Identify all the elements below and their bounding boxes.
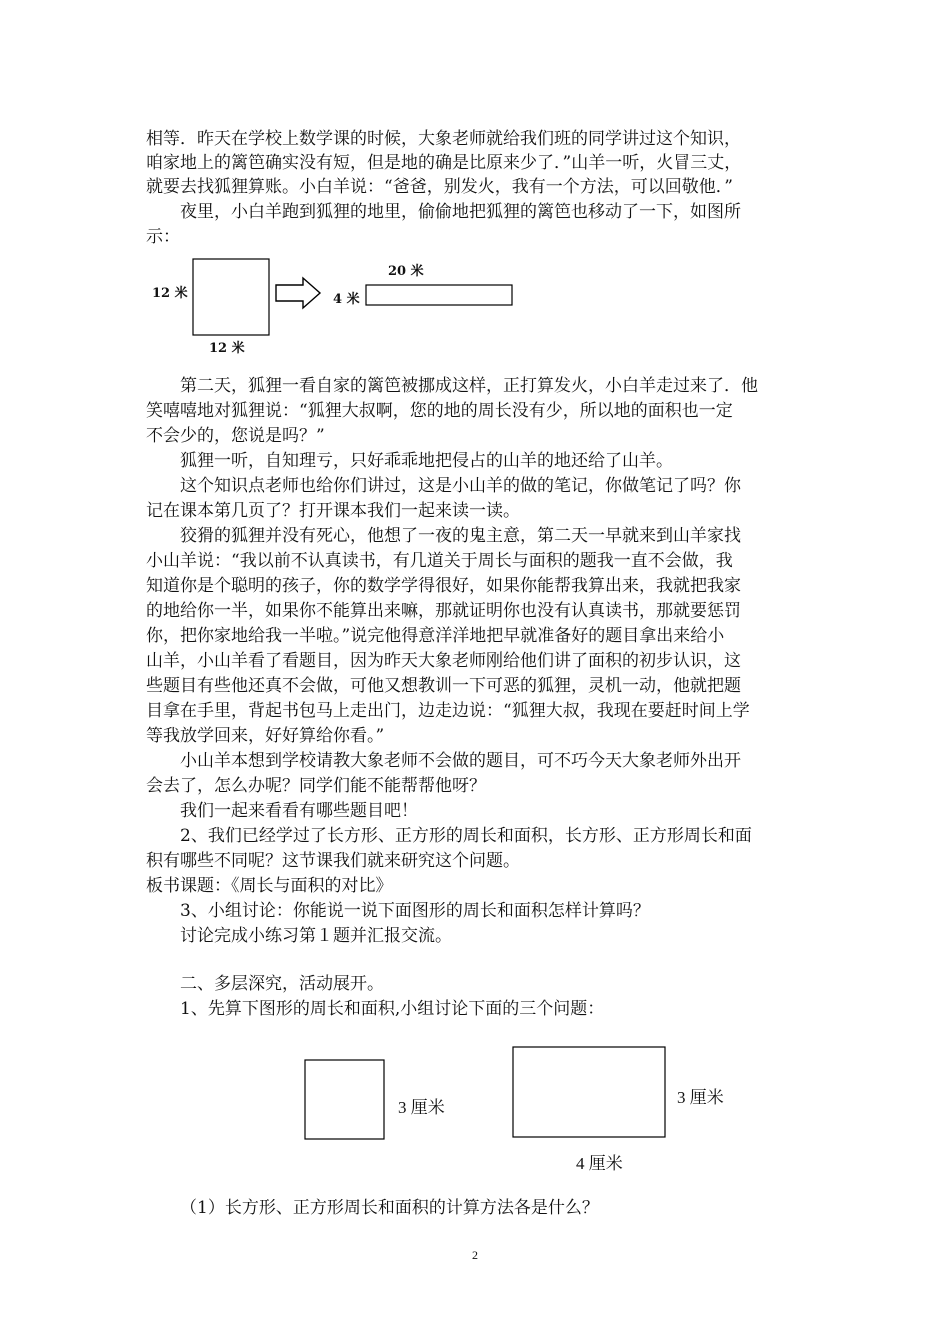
text-line: 知道你是个聪明的孩子，你的数学学得很好，如果你能帮我算出来，我就把我家: [146, 576, 741, 596]
section-heading: 二、多层深究，活动展开。: [180, 974, 384, 994]
rect-bottom-label: 4 厘米: [576, 1154, 623, 1173]
rect-side-label: 3 厘米: [677, 1088, 724, 1107]
text-line: 第二天，狐狸一看自家的篱笆被挪成这样，正打算发火，小白羊走过来了．他: [180, 376, 758, 396]
text-line: 你，把你家地给我一半啦。”说完他得意洋洋地把早就准备好的题目拿出来给小: [146, 626, 725, 646]
square-left-label: 12 米: [152, 286, 188, 301]
rect-top-label: 20 米: [388, 264, 424, 279]
text-line: 不会少的，您说是吗？”: [146, 426, 325, 446]
text-line: 狡猾的狐狸并没有死心，他想了一夜的鬼主意，第二天一早就来到山羊家找: [180, 526, 741, 546]
text-line: 目拿在手里，背起书包马上走出门，边走边说：“狐狸大叔，我现在要赶时间上学: [146, 701, 750, 721]
text-line: 等我放学回来，好好算给你看。”: [146, 726, 385, 746]
page-number: 2: [472, 1248, 478, 1262]
rect-left-label: 4 米: [333, 292, 360, 307]
text-line: 的地给你一半，如果你不能算出来嘛，那就证明你也没有认真读书，那就要惩罚: [146, 601, 741, 621]
text-line: 3、小组讨论：你能说一说下面图形的周长和面积怎样计算吗？: [180, 901, 650, 921]
text-line: 咱家地上的篱笆确实没有短，但是地的确是比原来少了．”山羊一听，火冒三丈，: [146, 153, 742, 173]
square-shape: [305, 1060, 384, 1139]
rectangle-shape: [513, 1047, 665, 1137]
question-line: （1）长方形、正方形周长和面积的计算方法各是什么？: [180, 1198, 599, 1218]
text-line: 小山羊本想到学校请教大象老师不会做的题目，可不巧今天大象老师外出开: [180, 751, 741, 771]
text-line: 讨论完成小练习第１题并汇报交流。: [180, 926, 452, 946]
text-line: 小山羊说：“我以前不认真读书，有几道关于周长与面积的题我一直不会做，我: [146, 551, 733, 571]
square-side-label: 3 厘米: [398, 1098, 445, 1117]
text-line: 积有哪些不同呢？这节课我们就来研究这个问题。: [146, 851, 520, 871]
text-line: 笑嘻嘻地对狐狸说：“狐狸大叔啊，您的地的周长没有少，所以地的面积也一定: [146, 401, 733, 421]
text-line: 2、我们已经学过了长方形、正方形的周长和面积，长方形、正方形周长和面: [180, 826, 752, 846]
text-line: 夜里，小白羊跑到狐狸的地里，偷偷地把狐狸的篱笆也移动了一下，如图所: [180, 202, 741, 222]
text-line: 记在课本第几页了？打开课本我们一起来读一读。: [146, 501, 520, 521]
square-bottom-label: 12 米: [209, 341, 245, 356]
text-line: 相等．昨天在学校上数学课的时候，大象老师就给我们班的同学讲过这个知识，: [146, 129, 741, 149]
text-line: 就要去找狐狸算账。小白羊说：“爸爸，别发火，我有一个方法，可以回敬他．”: [146, 177, 733, 197]
text-line: 些题目有些他还真不会做，可他又想教训一下可恶的狐狸，灵机一动，他就把题: [146, 676, 741, 696]
text-line: 示：: [146, 227, 180, 247]
text-line: 狐狸一听，自知理亏，只好乖乖地把侵占的山羊的地还给了山羊。: [180, 451, 673, 471]
text-line: 1、先算下图形的周长和面积,小组讨论下面的三个问题：: [180, 999, 605, 1019]
text-line: 会去了，怎么办呢？同学们能不能帮帮他呀？: [146, 776, 486, 796]
text-line: 这个知识点老师也给你们讲过，这是小山羊的做的笔记，你做笔记了吗？你: [180, 476, 741, 496]
lesson-title-line: 板书课题：《周长与面积的对比》: [146, 876, 393, 896]
text-line: 山羊，小山羊看了看题目，因为昨天大象老师刚给他们讲了面积的初步认识，这: [146, 651, 741, 671]
text-line: 我们一起来看看有哪些题目吧！: [180, 801, 418, 821]
